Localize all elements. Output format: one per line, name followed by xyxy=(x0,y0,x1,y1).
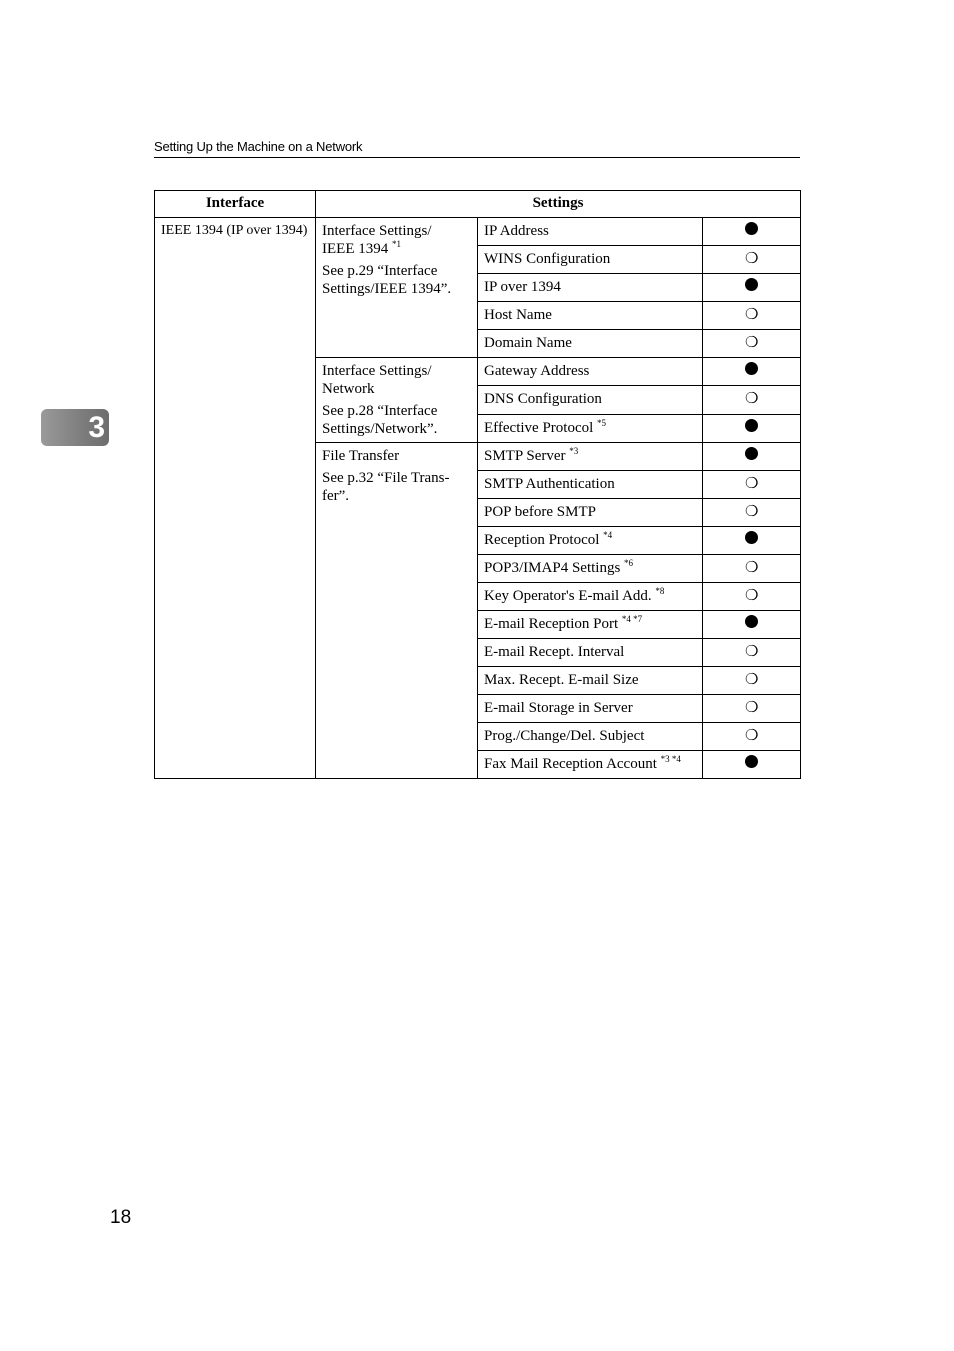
page-number: 18 xyxy=(110,1207,132,1228)
setting-item xyxy=(478,723,703,751)
open-circle-icon: ❍ xyxy=(745,588,759,604)
setting-label: Key Operator's E-mail Add. xyxy=(484,588,652,604)
footnote-ref: *4 *7 xyxy=(621,614,643,624)
footnote-ref: *8 xyxy=(655,586,665,596)
availability-cell xyxy=(703,302,801,330)
setting-item xyxy=(478,386,703,414)
group-reference: See p.28 “Interface Settings/Network”. xyxy=(322,403,438,437)
setting-label: IP over 1394 xyxy=(484,279,561,295)
header-settings: Settings xyxy=(316,191,801,218)
availability-cell xyxy=(703,667,801,695)
setting-label: Fax Mail Reception Account xyxy=(484,756,657,772)
setting-label: POP3/IMAP4 Settings xyxy=(484,560,621,576)
setting-label: Domain Name xyxy=(484,335,572,351)
filled-circle-icon xyxy=(745,755,758,768)
filled-circle-icon xyxy=(745,278,758,291)
setting-item xyxy=(478,218,703,246)
setting-label: SMTP Authentication xyxy=(484,476,615,492)
setting-label: Gateway Address xyxy=(484,363,590,379)
setting-label: E-mail Recept. Interval xyxy=(484,644,625,660)
availability-cell xyxy=(703,499,801,527)
setting-item xyxy=(478,555,703,583)
open-circle-icon: ❍ xyxy=(745,644,759,660)
footnote-ref: *1 xyxy=(391,239,401,249)
setting-item xyxy=(478,611,703,639)
availability-cell xyxy=(703,695,801,723)
table-header-row xyxy=(155,191,801,218)
filled-circle-icon xyxy=(745,615,758,628)
setting-label: Max. Recept. E-mail Size xyxy=(484,672,639,688)
group-title-line1: Interface Settings/ xyxy=(322,363,432,379)
setting-item xyxy=(478,443,703,471)
availability-cell xyxy=(703,639,801,667)
setting-item xyxy=(478,274,703,302)
availability-cell xyxy=(703,330,801,358)
settings-group-cell xyxy=(316,443,478,779)
availability-cell xyxy=(703,274,801,302)
setting-item xyxy=(478,639,703,667)
filled-circle-icon xyxy=(745,222,758,235)
setting-item xyxy=(478,358,703,386)
setting-item xyxy=(478,527,703,555)
group-title xyxy=(322,362,471,398)
table-row xyxy=(155,218,801,246)
setting-label: DNS Configuration xyxy=(484,391,602,408)
availability-cell xyxy=(703,611,801,639)
group-title-line1: File Transfer xyxy=(322,448,400,464)
footnote-ref: *5 xyxy=(597,417,607,428)
running-header: Setting Up the Machine on a Network xyxy=(154,139,800,158)
table-body xyxy=(155,218,801,779)
open-circle-icon: ❍ xyxy=(745,476,759,492)
availability-cell xyxy=(703,414,801,442)
setting-item xyxy=(478,302,703,330)
open-circle-icon: ❍ xyxy=(745,251,759,267)
availability-cell xyxy=(703,386,801,414)
footnote-ref: *6 xyxy=(624,558,634,568)
setting-label: POP before SMTP xyxy=(484,504,596,520)
setting-label: Reception Protocol xyxy=(484,532,600,548)
open-circle-icon: ❍ xyxy=(745,560,759,576)
setting-label: E-mail Reception Port xyxy=(484,616,619,632)
setting-label: Prog./Change/Del. Subject xyxy=(484,728,645,744)
setting-label: E-mail Storage in Server xyxy=(484,700,633,716)
setting-item xyxy=(478,330,703,358)
footnote-ref: *3 xyxy=(569,446,579,456)
group-title-line2: IEEE 1394 xyxy=(322,241,389,257)
availability-cell xyxy=(703,527,801,555)
group-title-line1: Interface Settings/ xyxy=(322,223,432,239)
group-title xyxy=(322,447,471,465)
setting-label: IP Address xyxy=(484,223,549,239)
footnote-ref: *4 xyxy=(603,530,613,540)
group-reference: See p.29 “Interface Settings/IEEE 1394”. xyxy=(322,263,452,297)
availability-cell xyxy=(703,471,801,499)
availability-cell xyxy=(703,751,801,779)
availability-cell xyxy=(703,723,801,751)
open-circle-icon: ❍ xyxy=(745,728,759,744)
filled-circle-icon xyxy=(745,531,758,544)
open-circle-icon: ❍ xyxy=(745,672,759,688)
setting-item xyxy=(478,751,703,779)
availability-cell xyxy=(703,443,801,471)
setting-item xyxy=(478,695,703,723)
availability-cell xyxy=(703,218,801,246)
settings-group-cell xyxy=(316,218,478,358)
setting-item xyxy=(478,246,703,274)
filled-circle-icon xyxy=(745,447,758,460)
interface-cell: IEEE 1394 (IP over 1394) xyxy=(155,218,316,779)
setting-item xyxy=(478,499,703,527)
open-circle-icon: ❍ xyxy=(745,504,759,520)
availability-cell xyxy=(703,555,801,583)
setting-label: Host Name xyxy=(484,307,552,323)
setting-label: SMTP Server xyxy=(484,448,566,464)
filled-circle-icon xyxy=(745,362,758,375)
group-reference: See p.32 “File Trans-fer”. xyxy=(322,470,450,504)
open-circle-icon: ❍ xyxy=(745,307,759,323)
setting-label: WINS Configuration xyxy=(484,251,611,267)
setting-item xyxy=(478,583,703,611)
setting-item xyxy=(478,471,703,499)
filled-circle-icon xyxy=(745,419,758,432)
settings-table xyxy=(154,190,801,779)
availability-cell xyxy=(703,246,801,274)
group-title-line2: Network xyxy=(322,381,375,397)
open-circle-icon: ❍ xyxy=(745,391,759,408)
setting-item xyxy=(478,414,703,442)
chapter-tab: 3 xyxy=(41,409,109,446)
settings-group-cell xyxy=(316,358,478,443)
setting-label: Effective Protocol xyxy=(484,419,594,436)
setting-item xyxy=(478,667,703,695)
availability-cell xyxy=(703,583,801,611)
open-circle-icon: ❍ xyxy=(745,700,759,716)
group-title xyxy=(322,222,471,258)
open-circle-icon: ❍ xyxy=(745,335,759,351)
header-interface: Interface xyxy=(155,191,316,218)
footnote-ref: *3 *4 xyxy=(660,754,681,764)
availability-cell xyxy=(703,358,801,386)
